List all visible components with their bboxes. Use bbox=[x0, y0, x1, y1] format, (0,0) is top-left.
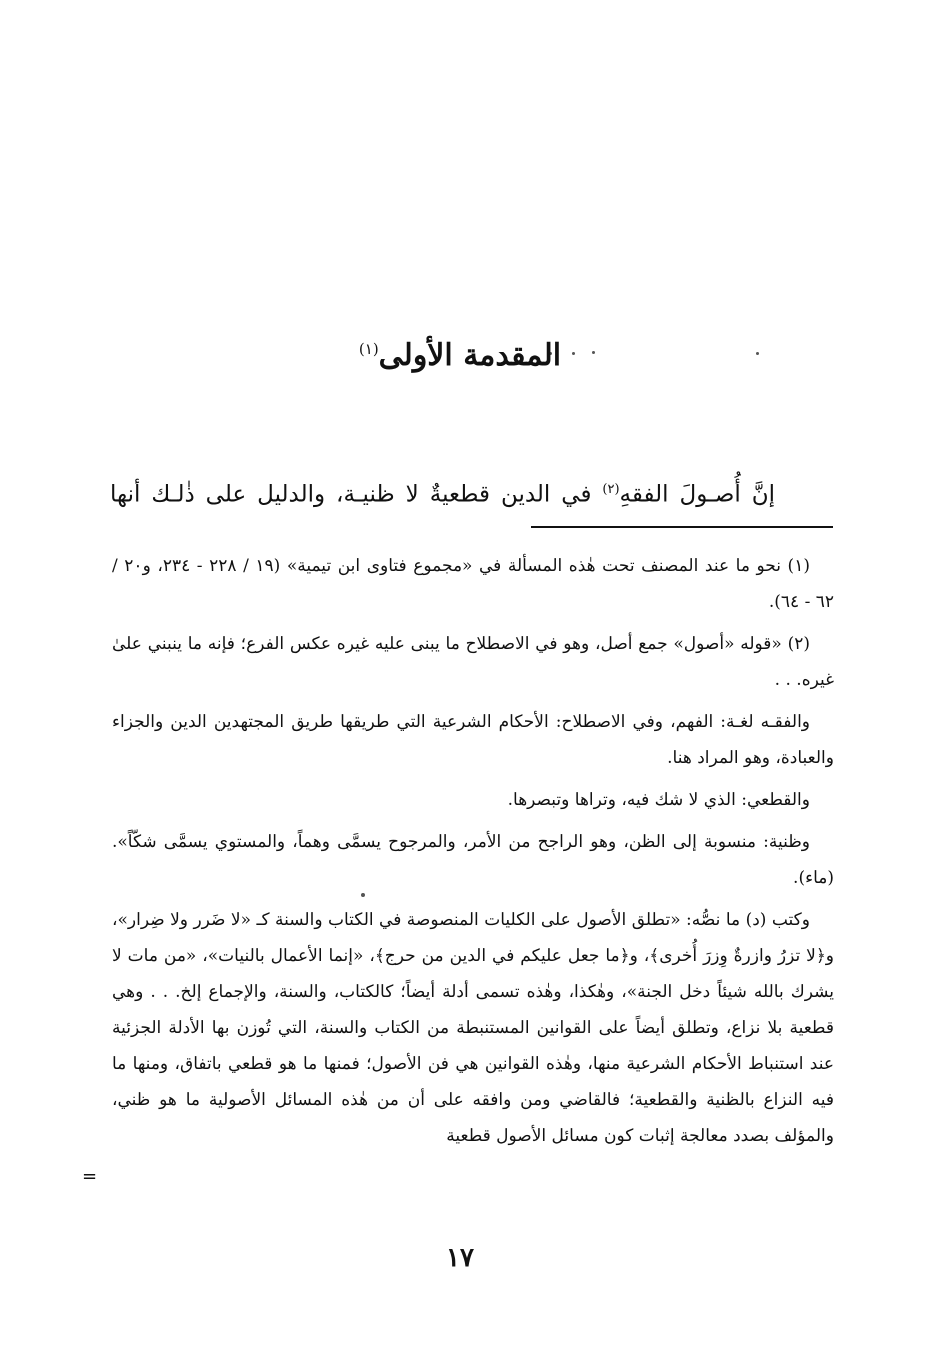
chapter-title-note-ref: (١) bbox=[358, 340, 379, 358]
footnote-1: (١) نحو ما عند المصنف تحت هٰذه المسألة في «مجموع فتاوى ابن تيمية» (١٩ / ٢٢٨ - ٢٣٤، و٢٠ / ٦٢ - ٦٤). bbox=[112, 556, 834, 612]
footnote-paragraph: وكتب (د) ما نصُّه: «تطلق الأصول على الكليات المنصوصة في الكتاب والسنة كـ «لا ضَرر ولا ضِرار»، و﴿لا تزرُ وازرةٌ وِزرَ أُخرى﴾، و﴿ما جعل عليكم في الدين من حرج﴾، «إنما الأعمال بالنيات»، «من مات لا يشرك بالله شيئاً دخل الجنة»، وهٰكذا، وهٰذه تسمى أدلة أيضاً؛ كالكتاب، والسنة، والإجماع إلخ. . . وهي قطعية بلا نزاع، وتطلق أيضاً على القوانين المستنبطة من الكتاب والسنة، التي تُوزن بها الأدلة الجزئية عند استنباط الأحكام الشرعية منها، وهٰذه القوانين هي فن الأصول؛ فمنها ما هو قطعي باتفاق، ومنها ما فيه النزاع بالظنية والقطعية؛ فالقاضي ومن وافقه على أن من هٰذه المسائل الأصولية ما هو ظني، والمؤلف بصدد معالجة إثبات كون مسائل الأصول قطعية bbox=[112, 910, 834, 1146]
chapter-title-text: المقدمة الأولى bbox=[378, 338, 562, 373]
continuation-mark: = bbox=[82, 1166, 98, 1187]
scan-speck bbox=[756, 352, 759, 355]
footnote-separator bbox=[531, 526, 833, 528]
page-number: ١٧ bbox=[446, 1243, 474, 1273]
footnote-2: (٢) «قوله «أصول» جمع أصل، وهو في الاصطلاح ما يبنى عليه غيره عكس الفرع؛ فإنه ما ينبني علىٰ غيره. . . bbox=[112, 634, 834, 690]
body-note-ref: (٢) bbox=[602, 482, 620, 497]
body-text bbox=[110, 466, 775, 519]
body-text-start: إنَّ أُصـولَ الفقهِ bbox=[619, 481, 775, 508]
footnote-paragraph: والفقـه لغـة: الفهم، وفي الاصطلاح: الأحكام الشرعية التي طريقها طريق المجتهدين الدين والجزاء والعبادة، وهو المراد هنا. bbox=[112, 712, 834, 768]
footnotes bbox=[112, 548, 834, 1160]
footnote-paragraph: وظنية: منسوبة إلى الظن، وهو الراجح من الأمر، والمرجوح يسمَّى وهماً، والمستوي يسمَّى شكّاً». (ماء). bbox=[112, 832, 834, 888]
footnote-paragraph: والقطعي: الذي لا شك فيه، وتراها وتبصرها. bbox=[507, 790, 810, 810]
chapter-title bbox=[300, 338, 620, 373]
body-text-rest: في الدين قطعيةٌ لا ظنيـة، والدليل على ذٰلـك أنها bbox=[110, 481, 603, 508]
